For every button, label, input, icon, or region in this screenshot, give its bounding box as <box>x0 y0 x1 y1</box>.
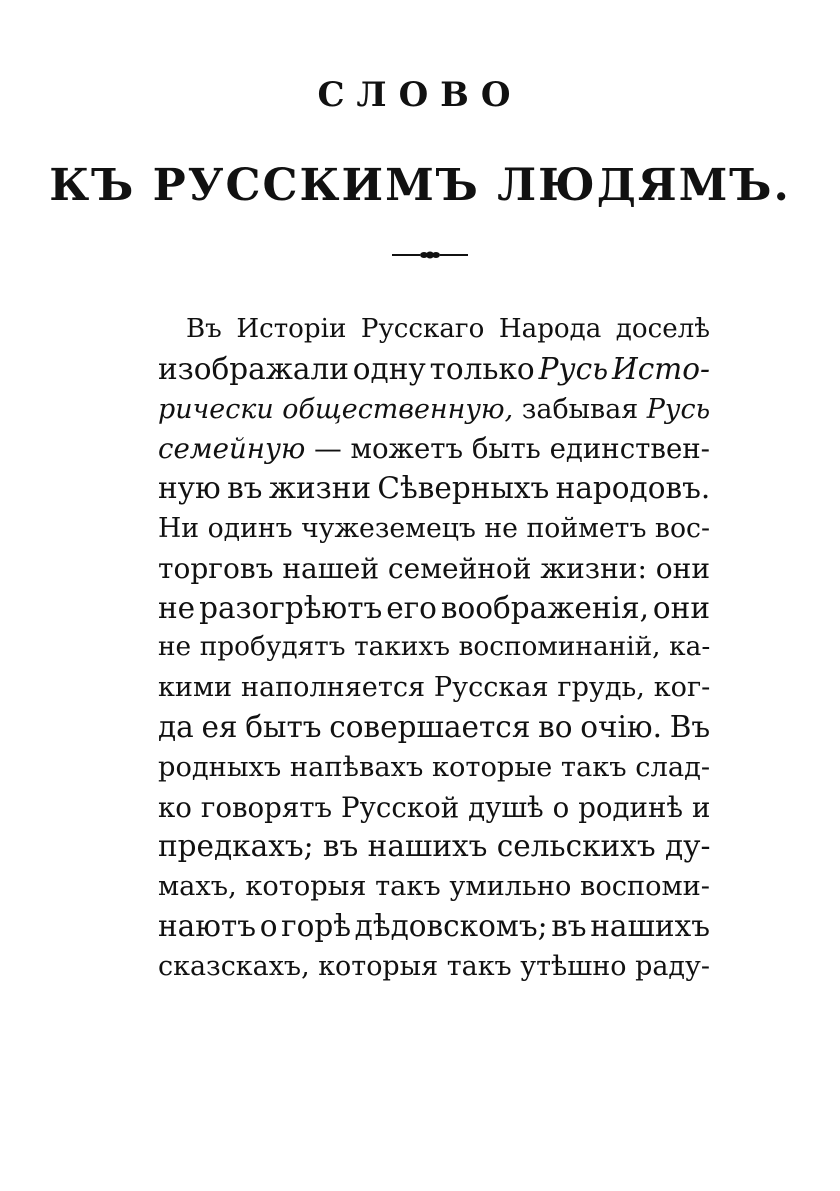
text-line-content: махъ, которыя такъ умильно воспоми- <box>158 871 711 903</box>
body-paragraph <box>158 310 710 987</box>
italic-phrase: семейную <box>158 432 306 466</box>
text-line-content: родныхъ напѣвахъ которые такъ слад- <box>158 751 711 783</box>
text-line <box>158 867 710 907</box>
text-line <box>158 350 710 390</box>
text-line-content: торговъ нашей семейной жизни: они <box>158 551 710 585</box>
text-line-content: наютъ о горѣ дѣдовскомъ; въ нашихъ <box>158 908 710 943</box>
text-line-content: Ни одинъ чужеземецъ не пойметъ вос- <box>158 512 710 544</box>
text-line-content: не пробудятъ такихъ воспоминаній, ка- <box>158 632 711 663</box>
text-line <box>158 549 710 589</box>
text-line-content: ную въ жизни Сѣверныхъ народовъ. <box>158 471 711 506</box>
italic-phrase: рически общественную, <box>158 393 514 425</box>
text-line <box>158 509 710 549</box>
page-subtitle: КЪ РУССКИМЪ ЛЮДЯМЪ. <box>49 160 791 211</box>
text-line <box>158 748 710 788</box>
text-line-content: — можетъ быть единствен- <box>305 432 710 466</box>
italic-phrase: Русь <box>646 393 711 425</box>
ornament-divider-icon <box>390 248 470 262</box>
text-line-content: предкахъ; въ нашихъ сельскихъ ду- <box>158 829 711 864</box>
text-line <box>158 589 710 629</box>
text-line <box>158 668 710 708</box>
text-line <box>158 628 710 668</box>
text-line <box>158 947 710 987</box>
italic-phrase: Русь Исто- <box>538 351 711 386</box>
text-line <box>158 827 710 867</box>
text-line-content: кими наполняется Русская грудь, ког- <box>158 672 711 704</box>
text-line-content: ко говорятъ Русской душѣ о родинѣ и <box>158 790 711 824</box>
text-line <box>158 788 710 828</box>
text-line-content: сказскахъ, которыя такъ утѣшно раду- <box>158 950 710 982</box>
text-line <box>158 907 710 947</box>
text-line <box>158 469 710 509</box>
text-line-content: изображали одну только <box>158 351 539 386</box>
text-line-content: да ея бытъ совершается во очію. Въ <box>158 709 711 744</box>
text-line <box>158 310 710 350</box>
text-line <box>158 708 710 748</box>
text-line-content: забывая <box>513 393 647 425</box>
text-line <box>158 429 710 469</box>
text-line-content: не разогрѣютъ его воображенія, они <box>158 590 710 625</box>
page-title: СЛОВО <box>317 75 523 115</box>
text-line-content: Въ Исторіи Русскаго Народа доселѣ <box>186 314 710 344</box>
text-line <box>158 390 710 430</box>
